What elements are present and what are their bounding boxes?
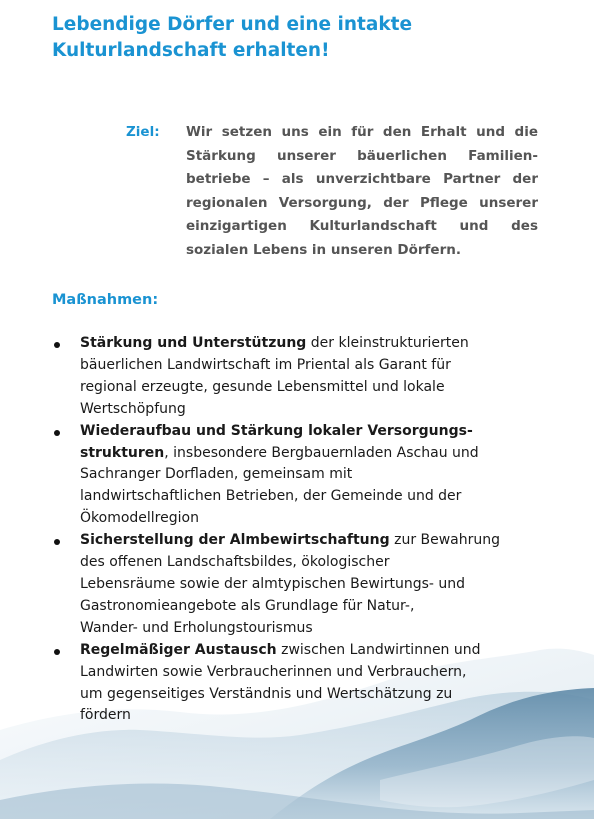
list-item-text: der kleinstrukturierten	[306, 335, 469, 351]
goal-text-line: regionalen Versorgung, der Pflege unserer	[186, 194, 538, 211]
list-item-text: zur Bewahrung	[389, 532, 501, 549]
list-item-text: zwischen Landwirtinnen und	[276, 641, 481, 658]
list-item-line	[80, 443, 552, 465]
list-item-line	[80, 640, 552, 662]
list-item	[52, 640, 552, 728]
list-item-bold-text: strukturen	[80, 444, 165, 461]
goal-text-line: einzigartigen Kulturlandschaft und des	[186, 218, 538, 234]
list-item-line: landwirtschaftlichen Betrieben, der Gemeinde und der	[80, 488, 462, 505]
bullet-icon	[54, 649, 60, 655]
goal-text	[186, 121, 538, 262]
goal-text-line: betriebe – als unverzichtbare Partner der	[186, 171, 538, 187]
list-item-line	[80, 333, 552, 355]
list-item-bold-text: Regelmäßiger Austausch	[80, 641, 277, 658]
list-item-line: Lebensräume sowie der almtypischen Bewirtungs- und	[80, 575, 466, 592]
page-heading	[52, 12, 572, 64]
list-item-line: Ökomodellregion	[80, 510, 199, 527]
list-item-line: bäuerlichen Landwirtschaft im Priental als Garant für	[80, 356, 451, 373]
goal-text-line: sozialen Lebens in unseren Dörfern.	[186, 241, 461, 258]
list-item-line: fördern	[80, 707, 131, 724]
heading-line: Kulturlandschaft erhalten!	[52, 40, 330, 61]
goal-text-line: Stärkung unserer bäuerlichen Familien-	[186, 147, 538, 164]
bullet-icon	[54, 430, 60, 436]
list-item-text: , insbesondere Bergbauernladen Aschau und	[164, 444, 479, 461]
list-item-line: Sachranger Dorfladen, gemeinsam mit	[80, 466, 353, 483]
list-item-bold-text: Sicherstellung der Almbewirtschaftung	[80, 532, 390, 549]
list-item-bold-text: Wiederaufbau und Stärkung lokaler Versorgungs-	[80, 422, 473, 439]
list-item	[52, 333, 552, 421]
goal-label: Ziel:	[126, 124, 160, 140]
list-item-line: Wander- und Erholungstourismus	[80, 619, 313, 636]
measures-list	[52, 333, 552, 727]
bullet-icon	[54, 539, 60, 545]
measures-title: Maßnahmen:	[52, 292, 159, 308]
list-item-line: um gegenseitiges Verständnis und Wertschätzung zu	[80, 685, 453, 702]
list-item-line: Landwirten sowie Verbraucherinnen und Verbrauchern,	[80, 663, 467, 680]
list-item	[52, 530, 552, 640]
list-item-line: des offenen Landschaftsbildes, ökologischer	[80, 554, 390, 571]
list-item-bold-text: Stärkung und Unterstützung	[80, 335, 307, 351]
heading-line: Lebendige Dörfer und eine intakte	[52, 14, 413, 35]
list-item-line: regional erzeugte, gesunde Lebensmittel und lokale	[80, 378, 445, 395]
goal-text-line: Wir setzen uns ein für den Erhalt und die	[186, 124, 538, 140]
list-item-line	[80, 530, 552, 552]
list-item-line: Gastronomieangebote als Grundlage für Natur-,	[80, 597, 415, 614]
list-item	[52, 421, 552, 531]
bullet-icon	[54, 342, 60, 348]
list-item-line: Wertschöpfung	[80, 400, 186, 417]
